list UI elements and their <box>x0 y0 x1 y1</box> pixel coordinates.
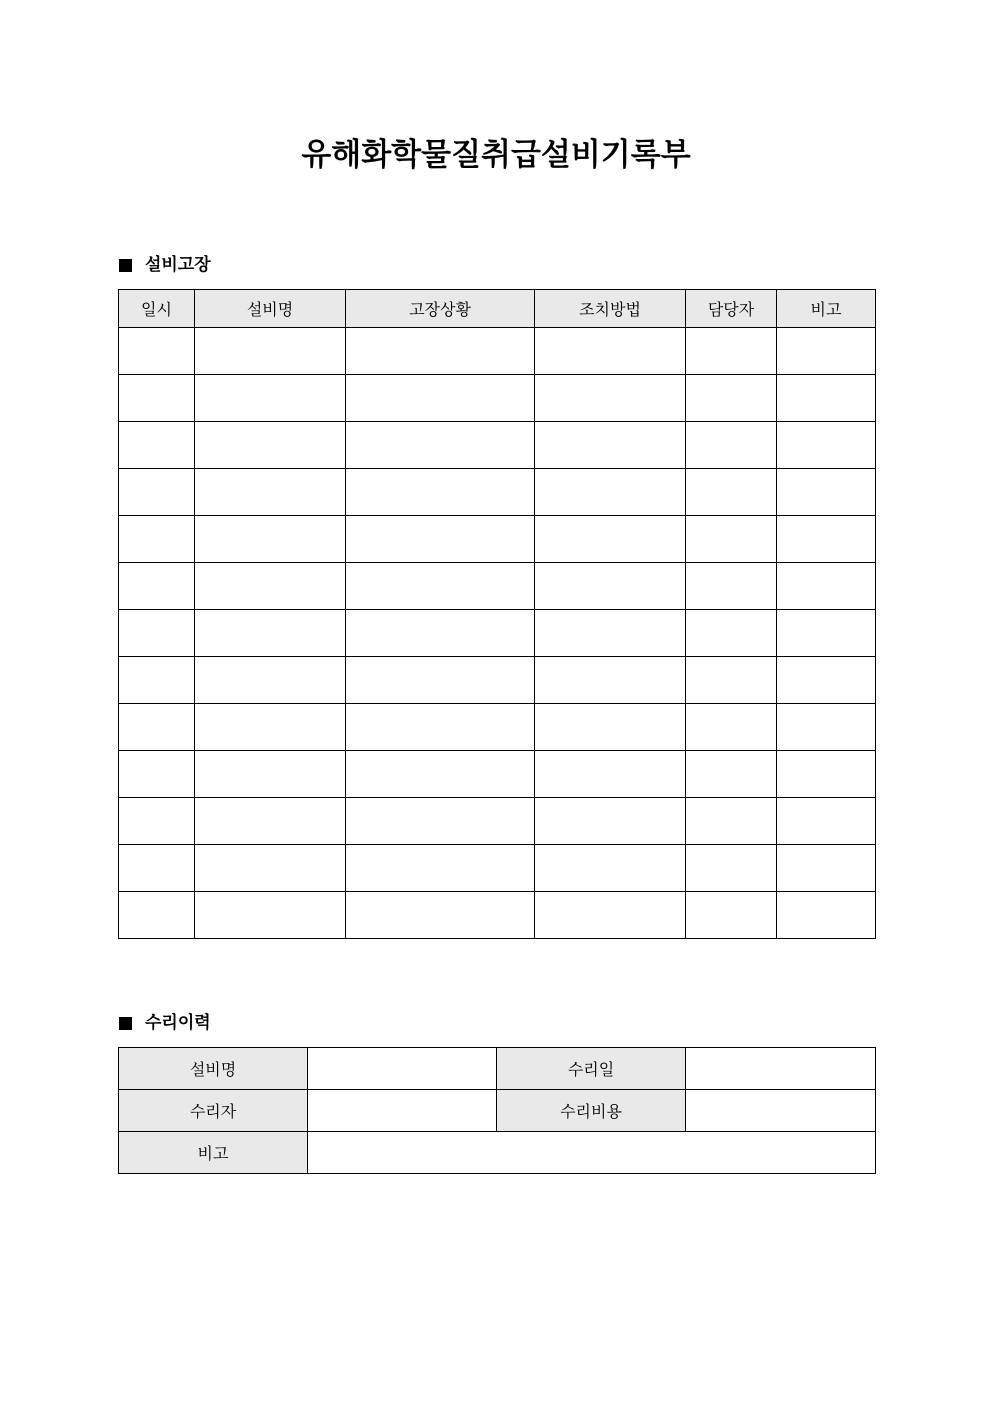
person-in-charge-cell[interactable] <box>686 328 777 375</box>
column-header-remarks: 비고 <box>777 290 876 328</box>
datetime-cell[interactable] <box>119 798 195 845</box>
person-in-charge-cell[interactable] <box>686 563 777 610</box>
action-cell[interactable] <box>535 563 686 610</box>
datetime-cell[interactable] <box>119 657 195 704</box>
equipment-cell[interactable] <box>195 422 346 469</box>
datetime-cell[interactable] <box>119 516 195 563</box>
fault-status-cell[interactable] <box>346 422 535 469</box>
equipment-cell[interactable] <box>195 469 346 516</box>
remarks-cell[interactable] <box>777 375 876 422</box>
action-cell[interactable] <box>535 328 686 375</box>
repair-table <box>118 1047 876 1174</box>
equipment-cell[interactable] <box>195 704 346 751</box>
action-cell[interactable] <box>535 704 686 751</box>
fault-status-cell[interactable] <box>346 704 535 751</box>
table-row <box>119 610 876 657</box>
equipment-cell[interactable] <box>195 375 346 422</box>
action-cell[interactable] <box>535 610 686 657</box>
square-bullet-icon <box>119 259 132 272</box>
datetime-cell[interactable] <box>119 375 195 422</box>
action-cell[interactable] <box>535 845 686 892</box>
action-cell[interactable] <box>535 657 686 704</box>
datetime-cell[interactable] <box>119 751 195 798</box>
repair-cost-field[interactable] <box>686 1090 876 1132</box>
section-heading-label: 수리이력 <box>145 1013 211 1033</box>
fault-table <box>118 289 876 939</box>
action-cell[interactable] <box>535 892 686 939</box>
repairer-label: 수리자 <box>119 1090 308 1132</box>
datetime-cell[interactable] <box>119 422 195 469</box>
person-in-charge-cell[interactable] <box>686 610 777 657</box>
section-heading-fault <box>119 253 211 277</box>
equipment-cell[interactable] <box>195 563 346 610</box>
remarks-cell[interactable] <box>777 563 876 610</box>
equipment-cell[interactable] <box>195 657 346 704</box>
table-row <box>119 375 876 422</box>
table-row <box>119 1132 876 1174</box>
column-header-fault-status: 고장상황 <box>346 290 535 328</box>
equipment-cell[interactable] <box>195 751 346 798</box>
section-heading-label: 설비고장 <box>145 255 211 275</box>
remarks-label: 비고 <box>119 1132 308 1174</box>
person-in-charge-cell[interactable] <box>686 469 777 516</box>
action-cell[interactable] <box>535 375 686 422</box>
table-row <box>119 469 876 516</box>
table-row <box>119 892 876 939</box>
table-row <box>119 516 876 563</box>
equipment-cell[interactable] <box>195 328 346 375</box>
fault-table-body <box>119 328 876 939</box>
column-header-equipment: 설비명 <box>195 290 346 328</box>
remarks-cell[interactable] <box>777 657 876 704</box>
repair-date-field[interactable] <box>686 1048 876 1090</box>
datetime-cell[interactable] <box>119 610 195 657</box>
action-cell[interactable] <box>535 469 686 516</box>
fault-status-cell[interactable] <box>346 375 535 422</box>
datetime-cell[interactable] <box>119 328 195 375</box>
fault-status-cell[interactable] <box>346 657 535 704</box>
person-in-charge-cell[interactable] <box>686 845 777 892</box>
table-row <box>119 422 876 469</box>
fault-status-cell[interactable] <box>346 563 535 610</box>
remarks-cell[interactable] <box>777 845 876 892</box>
remarks-cell[interactable] <box>777 704 876 751</box>
fault-status-cell[interactable] <box>346 469 535 516</box>
remarks-cell[interactable] <box>777 892 876 939</box>
page-title: 유해화학물질취급설비기록부 <box>301 137 691 173</box>
fault-status-cell[interactable] <box>346 516 535 563</box>
action-cell[interactable] <box>535 422 686 469</box>
fault-status-cell[interactable] <box>346 892 535 939</box>
person-in-charge-cell[interactable] <box>686 516 777 563</box>
remarks-field[interactable] <box>308 1132 876 1174</box>
table-row <box>119 1048 876 1090</box>
table-row <box>119 704 876 751</box>
person-in-charge-cell[interactable] <box>686 751 777 798</box>
remarks-cell[interactable] <box>777 469 876 516</box>
section-heading-repair <box>119 1011 211 1035</box>
equipment-cell[interactable] <box>195 892 346 939</box>
person-in-charge-cell[interactable] <box>686 704 777 751</box>
square-bullet-icon <box>119 1017 132 1030</box>
remarks-cell[interactable] <box>777 328 876 375</box>
table-row <box>119 563 876 610</box>
table-header-row <box>119 290 876 328</box>
table-row <box>119 751 876 798</box>
datetime-cell[interactable] <box>119 469 195 516</box>
person-in-charge-cell[interactable] <box>686 375 777 422</box>
datetime-cell[interactable] <box>119 704 195 751</box>
remarks-cell[interactable] <box>777 516 876 563</box>
table-row <box>119 845 876 892</box>
equipment-name-label: 설비명 <box>119 1048 308 1090</box>
repairer-field[interactable] <box>308 1090 497 1132</box>
column-header-person-in-charge: 담당자 <box>686 290 777 328</box>
action-cell[interactable] <box>535 751 686 798</box>
equipment-cell[interactable] <box>195 610 346 657</box>
fault-status-cell[interactable] <box>346 798 535 845</box>
person-in-charge-cell[interactable] <box>686 892 777 939</box>
equipment-name-field[interactable] <box>308 1048 497 1090</box>
fault-status-cell[interactable] <box>346 845 535 892</box>
datetime-cell[interactable] <box>119 845 195 892</box>
column-header-datetime: 일시 <box>119 290 195 328</box>
repair-date-label: 수리일 <box>497 1048 686 1090</box>
equipment-cell[interactable] <box>195 845 346 892</box>
fault-status-cell[interactable] <box>346 751 535 798</box>
fault-status-cell[interactable] <box>346 328 535 375</box>
person-in-charge-cell[interactable] <box>686 657 777 704</box>
action-cell[interactable] <box>535 798 686 845</box>
remarks-cell[interactable] <box>777 798 876 845</box>
remarks-cell[interactable] <box>777 610 876 657</box>
remarks-cell[interactable] <box>777 422 876 469</box>
table-row <box>119 1090 876 1132</box>
table-row <box>119 798 876 845</box>
datetime-cell[interactable] <box>119 563 195 610</box>
table-row <box>119 328 876 375</box>
equipment-cell[interactable] <box>195 516 346 563</box>
repair-cost-label: 수리비용 <box>497 1090 686 1132</box>
equipment-cell[interactable] <box>195 798 346 845</box>
person-in-charge-cell[interactable] <box>686 422 777 469</box>
action-cell[interactable] <box>535 516 686 563</box>
fault-status-cell[interactable] <box>346 610 535 657</box>
remarks-cell[interactable] <box>777 751 876 798</box>
table-row <box>119 657 876 704</box>
person-in-charge-cell[interactable] <box>686 798 777 845</box>
datetime-cell[interactable] <box>119 892 195 939</box>
column-header-action: 조치방법 <box>535 290 686 328</box>
